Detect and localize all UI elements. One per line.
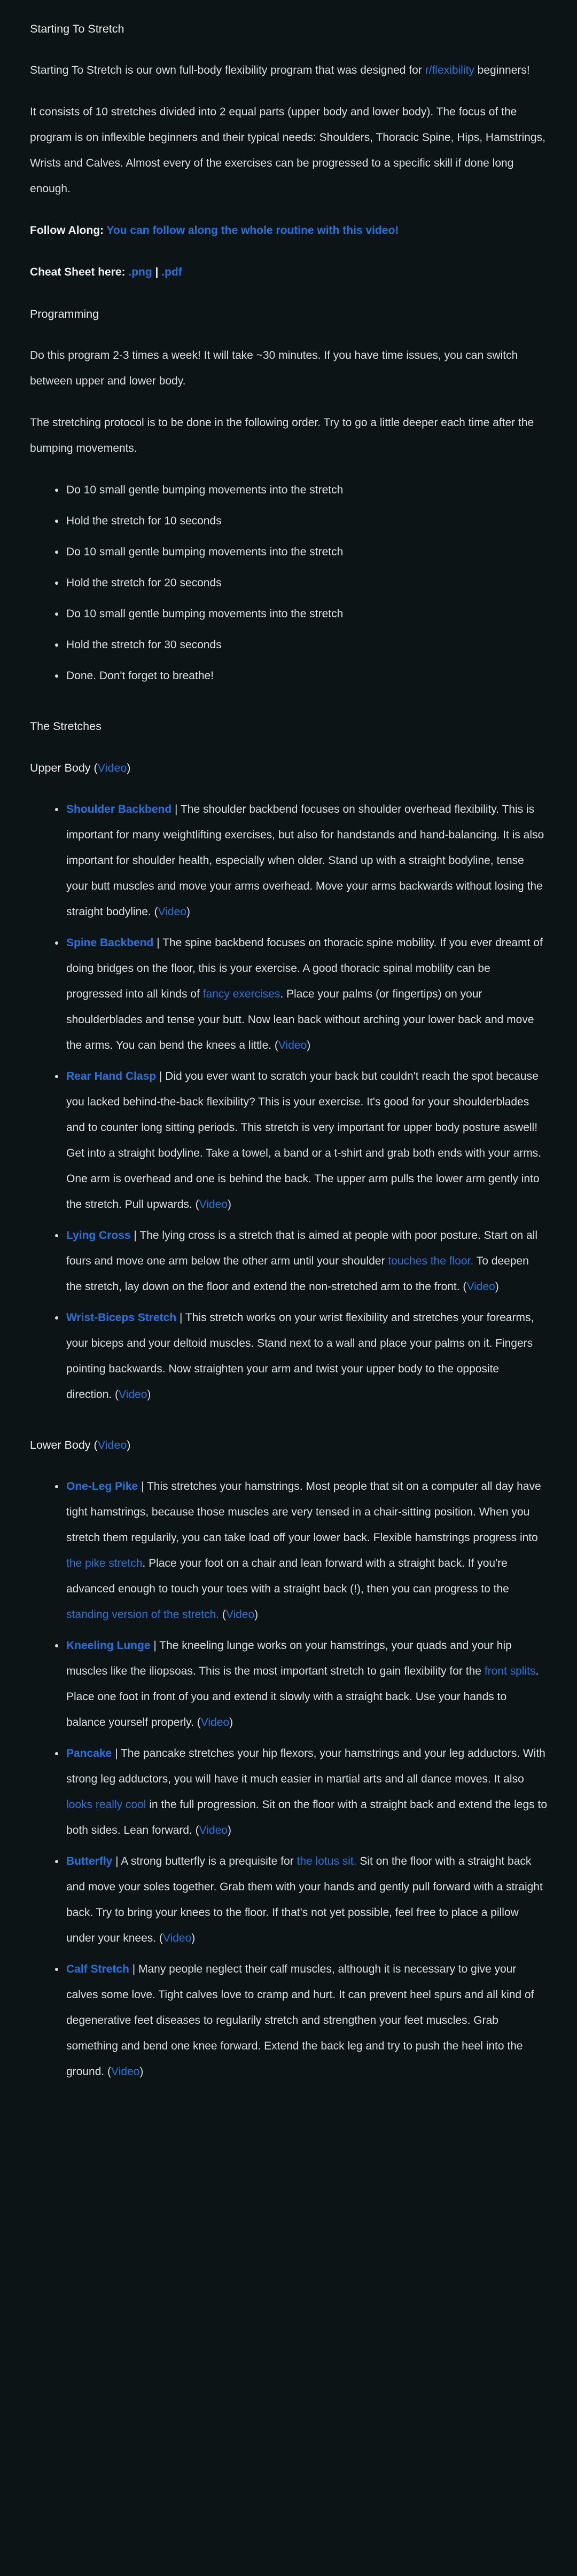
text: Hold the stretch for 10 seconds — [66, 515, 222, 527]
spine-backbend-link[interactable]: Spine Backbend — [66, 937, 154, 949]
text: The stretching protocol is to be done in the following order. Try to go a little deeper each time after the bumping movements. — [30, 417, 534, 454]
text: Lower Body ( — [30, 1439, 98, 1451]
stretch-wrist-biceps — [65, 1305, 547, 1408]
pancake-link[interactable]: Pancake — [66, 1747, 112, 1760]
text: | The lying cross is a stretch that is aimed at people with poor posture. Start on all fours and move one arm below the other arm until your shoulder — [66, 1229, 538, 1267]
pike-stretch-link[interactable]: the pike stretch — [66, 1557, 143, 1569]
text: | This stretch works on your wrist flexibility and stretches your forearms, your biceps and your deltoid muscles. Stand next to a wall and place your palms on it. Fingers pointing backwards. Now straighten your arm and twist your upper body to the opposite direction. ( — [66, 1311, 534, 1401]
text: Do this program 2-3 times a week! It will take ~30 minutes. If you have time issues, you can switch between upper and lower body. — [30, 349, 518, 387]
text: Starting To Stretch — [30, 22, 124, 35]
standing-version-link[interactable]: standing version of the stretch. — [66, 1608, 219, 1621]
butterfly-video-link[interactable]: Video — [162, 1932, 192, 1944]
stretch-butterfly — [65, 1849, 547, 1951]
text: Sit on the floor with a straight back and move your soles together. Grab them with your hands and gently pull forward with a straight back. Try to bring your knees to the floor. If that's not yet possible, feel free to place a pillow under your knees. ( — [66, 1855, 543, 1944]
intro-paragraph — [30, 58, 547, 83]
text: ) — [127, 1439, 131, 1451]
rear-hand-clasp-link[interactable]: Rear Hand Clasp — [66, 1070, 157, 1082]
stretch-spine-backbend — [65, 930, 547, 1058]
text: ) — [495, 1281, 499, 1293]
text: Do 10 small gentle bumping movements into the stretch — [66, 484, 344, 496]
text: ) — [307, 1039, 311, 1051]
text: | The spine backbend focuses on thoracic spine mobility. If you ever dreamt of doing bridges on the floor, this is your exercise. A good thoracic spinal mobility can be progressed into all kinds of — [66, 937, 543, 1000]
cheatsheet-pdf-link[interactable]: .pdf — [161, 266, 182, 278]
flexibility-subreddit-link[interactable]: r/flexibility — [425, 64, 474, 76]
the-stretches-heading — [30, 713, 547, 739]
overview-paragraph — [30, 99, 547, 202]
follow-along-paragraph — [30, 218, 547, 244]
protocol-step — [65, 539, 547, 565]
text: | The kneeling lunge works on your hamstrings, your quads and your hip muscles like the iliopsoas. This is the most important stretch to gain flexibility for the — [66, 1639, 512, 1677]
shoulder-backbend-link[interactable]: Shoulder Backbend — [66, 803, 172, 815]
shoulder-backbend-video-link[interactable]: Video — [158, 906, 186, 918]
cheat-sheet-paragraph — [30, 260, 547, 285]
text: ) — [139, 2065, 144, 2078]
protocol-paragraph — [30, 410, 547, 461]
kneeling-lunge-link[interactable]: Kneeling Lunge — [66, 1639, 151, 1652]
text: | Did you ever want to scratch your back but couldn't reach the spot because you lacked behind-the-back flexibility? This is your exercise. It's good for your shoulderblades and to counter long sitting periods. This stretch is very important for upper body posture aswell! Get into a straight bodyline. Take a towel, a band or a t-shirt and grab both ends with your arms. One arm is overhead and one is behind the back. The upper arm pulls the lower arm gently into the stretch. Pull upwards. ( — [66, 1070, 542, 1211]
calf-stretch-video-link[interactable]: Video — [111, 2065, 140, 2078]
cheatsheet-png-link[interactable]: .png — [128, 266, 152, 278]
text: Do 10 small gentle bumping movements into the stretch — [66, 608, 344, 620]
text: ) — [127, 761, 131, 774]
text: | Many people neglect their calf muscles, although it is necessary to give your calves some love. Tight calves love to cramp and hurt. It can prevent heel spurs and all kind of degenerative feet diseases to regularily stretch and strengthen your feet muscles. Grab something and bend one knee forward. Extend the back leg and try to push the heel into the ground. ( — [66, 1963, 534, 2078]
stretch-kneeling-lunge — [65, 1633, 547, 1735]
text: . Place your palms (or fingertips) on your shoulderblades and tense your butt. Now lean back without arching your lower back and move the arms. You can bend the knees a little. ( — [66, 988, 534, 1051]
text: ) — [227, 1824, 231, 1836]
text: ) — [186, 906, 190, 918]
text: Hold the stretch for 30 seconds — [66, 639, 222, 651]
text: To deepen the stretch, lay down on the floor and extend the non-stretched arm to the front. ( — [66, 1255, 529, 1293]
lower-body-heading — [30, 1432, 547, 1458]
spine-backbend-video-link[interactable]: Video — [278, 1039, 307, 1051]
bold-text: Follow Along: — [30, 224, 107, 237]
wrist-biceps-video-link[interactable]: Video — [119, 1388, 147, 1401]
text: Hold the stretch for 20 seconds — [66, 577, 222, 589]
text: ) — [229, 1716, 233, 1729]
text: ) — [254, 1608, 259, 1621]
wrist-biceps-stretch-link[interactable]: Wrist-Biceps Stretch — [66, 1311, 177, 1324]
text: | The pancake stretches your hip flexors, your hamstrings and your leg adductors. With strong leg adductors, you will have it much easier in martial arts and all dance moves. It also — [66, 1747, 545, 1785]
bold-text: | — [152, 266, 162, 278]
text: Starting To Stretch is our own full-body flexibility program that was designed for — [30, 64, 425, 76]
programming-heading — [30, 301, 547, 327]
stretch-shoulder-backbend — [65, 797, 547, 925]
text: | This stretches your hamstrings. Most people that sit on a computer all day have tight hamstrings, because those muscles are very tensed in a chair-sitting position. When you stretch them regularily, you can take load off your lower back. Flexible hamstrings progress into — [66, 1480, 541, 1544]
stretch-one-leg-pike — [65, 1474, 547, 1628]
butterfly-link[interactable]: Butterfly — [66, 1855, 113, 1867]
lower-body-video-link[interactable]: Video — [97, 1439, 127, 1451]
text: Do 10 small gentle bumping movements into the stretch — [66, 546, 344, 558]
text: Programming — [30, 308, 99, 320]
looks-really-cool-link[interactable]: looks really cool — [66, 1799, 146, 1811]
touches-the-floor-link[interactable]: touches the floor. — [388, 1255, 474, 1267]
text: Done. Don't forget to breathe! — [66, 670, 214, 682]
text: ) — [191, 1932, 196, 1944]
rear-hand-clasp-video-link[interactable]: Video — [199, 1198, 228, 1211]
text: | A strong butterfly is a prequisite for — [112, 1855, 297, 1867]
text: | The shoulder backbend focuses on shoulder overhead flexibility. This is important for many weightlifting exercises, but also for handstands and hand-balancing. It is also important for shoulder health, especially when older. Stand up with a straight bodyline, tense your butt muscles and move your arms overhead. Move your arms backwards without losing the straight bodyline. ( — [66, 803, 544, 918]
lying-cross-link[interactable]: Lying Cross — [66, 1229, 131, 1242]
text: Upper Body ( — [30, 761, 98, 774]
stretch-pancake — [65, 1741, 547, 1843]
bold-text: Cheat Sheet here: — [30, 266, 129, 278]
follow-along-video-link[interactable]: You can follow along the whole routine with this video! — [106, 224, 399, 237]
protocol-step — [65, 663, 547, 689]
stretch-rear-hand-clasp — [65, 1064, 547, 1218]
lying-cross-video-link[interactable]: Video — [466, 1281, 495, 1293]
upper-body-video-link[interactable]: Video — [97, 761, 127, 774]
text: ( — [219, 1608, 226, 1621]
lotus-sit-link[interactable]: the lotus sit. — [297, 1855, 357, 1867]
page-title — [30, 16, 547, 42]
upper-body-heading — [30, 755, 547, 781]
protocol-step — [65, 477, 547, 503]
stretch-lying-cross — [65, 1223, 547, 1300]
text: ) — [147, 1388, 151, 1401]
frequency-paragraph — [30, 343, 547, 394]
text: . Place one foot in front of you and extend it slowly with a straight back. Use your hands to balance yourself properly. ( — [66, 1665, 539, 1729]
protocol-list — [30, 477, 547, 689]
fancy-exercises-link[interactable]: fancy exercises — [202, 988, 280, 1000]
text: ) — [227, 1198, 231, 1211]
one-leg-pike-video-link[interactable]: Video — [225, 1608, 255, 1621]
stretch-calf-stretch — [65, 1957, 547, 2085]
protocol-step — [65, 632, 547, 658]
text: It consists of 10 stretches divided into 2 equal parts (upper body and lower body). The focus of the program is on inflexible beginners and their typical needs: Shoulders, Thoracic Spine, Hips, Hamstrings, Wrists and Calves. Almost every of the exercises can be progressed to a specific skill if done long enough. — [30, 106, 545, 195]
pancake-video-link[interactable]: Video — [199, 1824, 228, 1836]
upper-body-list — [30, 797, 547, 1408]
kneeling-lunge-video-link[interactable]: Video — [200, 1716, 230, 1729]
text: beginners! — [474, 64, 530, 76]
one-leg-pike-link[interactable]: One-Leg Pike — [66, 1480, 138, 1493]
lower-body-list — [30, 1474, 547, 2085]
protocol-step — [65, 570, 547, 596]
text: . Place your foot on a chair and lean forward with a straight back. If you're advanced enough to touch your toes with a straight back (!), then you can progress to the — [66, 1557, 509, 1595]
text: The Stretches — [30, 720, 102, 733]
protocol-step — [65, 601, 547, 627]
protocol-step — [65, 508, 547, 534]
calf-stretch-link[interactable]: Calf Stretch — [66, 1963, 129, 1975]
text: in the full progression. Sit on the floor with a straight back and extend the legs to both sides. Lean forward. ( — [66, 1799, 548, 1836]
front-splits-link[interactable]: front splits — [484, 1665, 536, 1677]
